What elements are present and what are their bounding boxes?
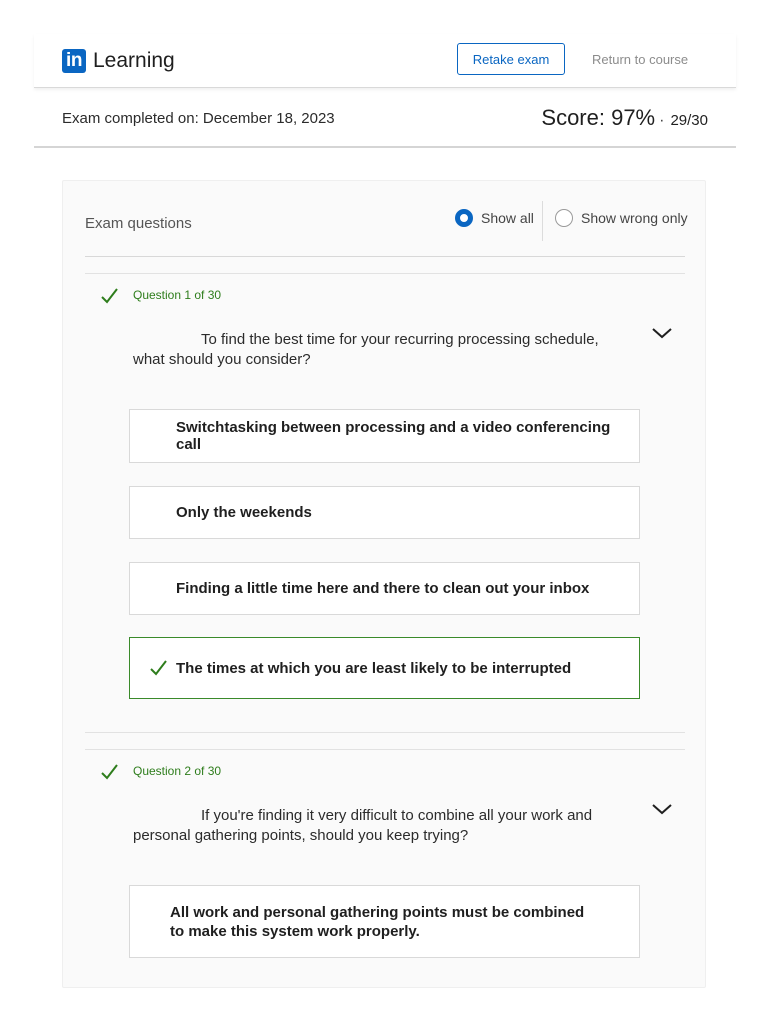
linkedin-logo-icon: in (62, 49, 86, 73)
answer-text: The times at which you are least likely to be interrupted (176, 659, 572, 677)
filter-divider (542, 201, 543, 241)
chevron-down-icon[interactable] (651, 326, 673, 340)
radio-selected-icon[interactable] (455, 209, 473, 227)
return-to-course-link[interactable]: Return to course (592, 52, 689, 67)
answer-option (129, 486, 640, 539)
answer-option (129, 409, 640, 463)
exam-summary (34, 88, 736, 148)
top-bar (34, 34, 736, 88)
check-icon (148, 658, 168, 678)
question-text: If you're finding it very difficult to combine all your work and personal gathering points, should you keep trying? (133, 807, 593, 844)
score-separator: · (659, 112, 665, 129)
question-text: To find the best time for your recurring processing schedule, what should you consider? (133, 331, 599, 368)
answer-text: All work and personal gathering points must be combined to make this system work properly. (170, 903, 585, 940)
divider (85, 256, 685, 257)
answer-option (129, 885, 640, 958)
filter-label: Show wrong only (581, 210, 688, 226)
question-number: Question 2 of 30 (133, 764, 222, 778)
exam-questions-panel (62, 180, 706, 988)
answer-text: Switchtasking between processing and a video conferencing call (176, 419, 611, 453)
question-2 (85, 749, 685, 979)
score (541, 105, 708, 131)
score-percent: Score: 97% (541, 105, 656, 130)
chevron-down-icon[interactable] (651, 802, 673, 816)
answer-text: Finding a little time here and there to clean out your inbox (176, 580, 590, 597)
question-1 (85, 273, 685, 733)
filter-show-wrong-only[interactable] (555, 209, 688, 227)
answer-option (129, 562, 640, 615)
radio-unselected-icon[interactable] (555, 209, 573, 227)
check-icon (99, 762, 119, 782)
linkedin-learning-logo[interactable] (62, 49, 175, 73)
score-count: 29/30 (670, 112, 708, 129)
answer-text: Only the weekends (176, 504, 312, 521)
completion-date: Exam completed on: December 18, 2023 (62, 110, 335, 127)
logo-text: Learning (93, 49, 175, 72)
filter-show-all[interactable] (455, 209, 534, 227)
answer-option-correct (129, 637, 640, 699)
question-number: Question 1 of 30 (133, 288, 222, 302)
retake-exam-button[interactable]: Retake exam (457, 43, 565, 75)
check-icon (99, 286, 119, 306)
filter-label: Show all (481, 210, 534, 226)
panel-title: Exam questions (85, 215, 192, 232)
